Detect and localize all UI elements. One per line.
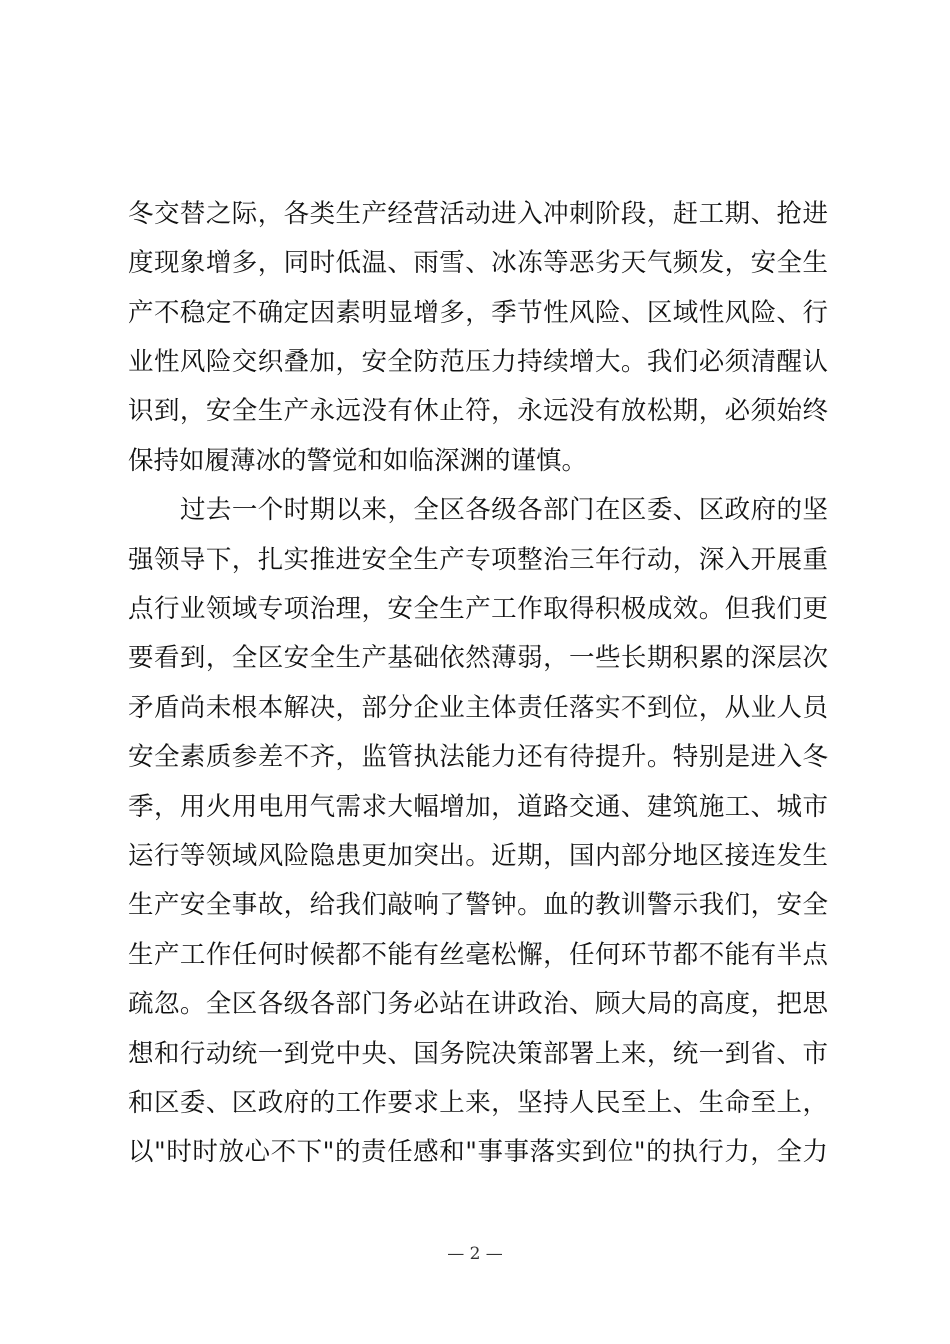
body-line-14: 运行等领域风险隐患更加突出。近期，国内部分地区接连发生 — [128, 841, 828, 871]
body-line-19: 和区委、区政府的工作要求上来，坚持人民至上、生命至上， — [128, 1088, 828, 1118]
body-line-15: 生产安全事故，给我们敲响了警钟。血的教训警示我们，安全 — [128, 890, 828, 920]
body-line-6: 保持如履薄冰的警觉和如临深渊的谨慎。 — [128, 446, 588, 476]
page-number: — 2 — — [447, 1244, 503, 1264]
body-line-8: 强领导下，扎实推进安全生产专项整治三年行动，深入开展重 — [128, 545, 828, 575]
body-line-4: 业性风险交织叠加，安全防范压力持续增大。我们必须清醒认 — [128, 347, 828, 377]
body-line-3: 产不稳定不确定因素明显增多，季节性风险、区域性风险、行 — [128, 298, 828, 328]
body-line-13: 季，用火用电用气需求大幅增加，道路交通、建筑施工、城市 — [128, 792, 828, 822]
body-line-1: 冬交替之际，各类生产经营活动进入冲刺阶段，赶工期、抢进 — [128, 199, 828, 229]
body-line-9: 点行业领域专项治理，安全生产工作取得积极成效。但我们更 — [128, 594, 828, 624]
body-line-5: 识到，安全生产永远没有休止符，永远没有放松期，必须始终 — [128, 396, 828, 426]
body-line-11: 矛盾尚未根本解决，部分企业主体责任落实不到位，从业人员 — [128, 693, 828, 723]
body-line-20: 以"时时放心不下"的责任感和"事事落实到位"的执行力，全力 — [128, 1137, 828, 1167]
body-line-12: 安全素质参差不齐，监管执法能力还有待提升。特别是进入冬 — [128, 742, 828, 772]
body-line-18: 想和行动统一到党中央、国务院决策部署上来，统一到省、市 — [128, 1039, 828, 1069]
body-line-2: 度现象增多，同时低温、雨雪、冰冻等恶劣天气频发，安全生 — [128, 248, 828, 278]
body-line-17: 疏忽。全区各级各部门务必站在讲政治、顾大局的高度，把思 — [128, 989, 828, 1019]
body-line-10: 要看到，全区安全生产基础依然薄弱，一些长期积累的深层次 — [128, 643, 828, 673]
body-line-16: 生产工作任何时候都不能有丝毫松懈，任何环节都不能有半点 — [128, 940, 828, 970]
body-line-7: 过去一个时期以来，全区各级各部门在区委、区政府的坚 — [180, 495, 828, 525]
